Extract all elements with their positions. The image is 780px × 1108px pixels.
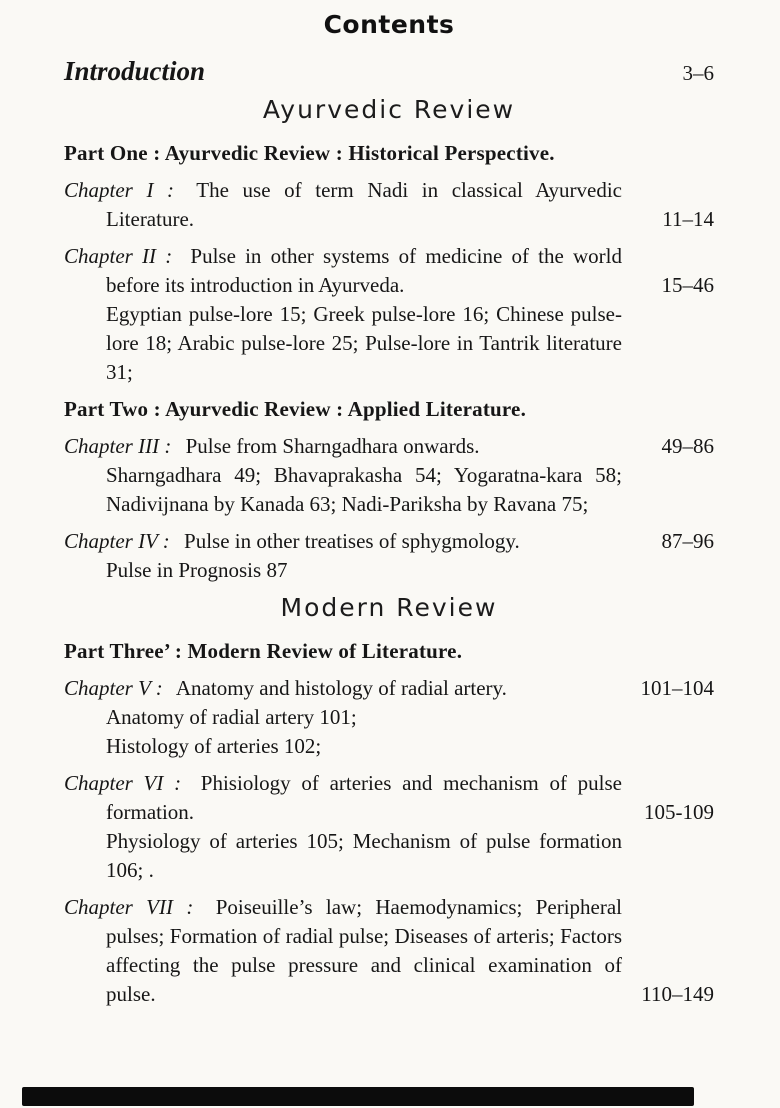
introduction-label: Introduction [64, 56, 206, 86]
chapter-6-text [64, 769, 622, 827]
introduction-pages: 3–6 [682, 61, 714, 85]
chapter-5-label: Chapter V : [64, 676, 163, 700]
chapter-1-text [64, 176, 622, 234]
chapter-6-label: Chapter VI : [64, 771, 182, 795]
chapter-5-title: Anatomy and histology of radial artery. [175, 676, 507, 700]
chapter-2-subtopics: Egyptian pulse-lore 15; Greek pulse-lore 16; Chinese pulse-lore 18; Arabic pulse-lore 25; Pulse-lore in Tantrik literature 31; [106, 302, 622, 384]
chapter-3-text [64, 432, 622, 461]
chapter-6-pages: 105-109 [644, 800, 714, 824]
toc-entry-chapter-1 [64, 176, 714, 234]
scan-artifact-bar [22, 1087, 694, 1106]
chapter-1-row [64, 176, 714, 234]
chapter-7-row [64, 893, 714, 1009]
toc-entry-chapter-7 [64, 893, 714, 1009]
chapter-5-subtopic-2: Histology of arteries 102; [106, 734, 322, 758]
chapter-2-text [64, 242, 622, 300]
chapter-6-title: Phisiology of arteries and mechanism of pulse formation. [106, 771, 622, 824]
chapter-3-label: Chapter III : [64, 434, 172, 458]
chapter-1-title: The use of term Nadi in classical Ayurvedic Literature. [106, 178, 622, 231]
toc-entry-chapter-4 [64, 527, 714, 585]
chapter-6-row [64, 769, 714, 827]
toc-entry-chapter-6 [64, 769, 714, 885]
chapter-3-title: Pulse from Sharngadhara onwards. [185, 434, 480, 458]
toc-entry-chapter-2 [64, 242, 714, 387]
chapter-6-subtopics: Physiology of arteries 105; Mechanism of pulse formation 106; . [106, 829, 622, 882]
toc-entry-chapter-5 [64, 674, 714, 761]
chapter-2-title: Pulse in other systems of medicine of the world before its introduction in Ayurveda. [106, 244, 622, 297]
toc-entry-chapter-3 [64, 432, 714, 519]
chapter-7-text [64, 893, 622, 1009]
chapter-4-text [64, 527, 622, 556]
chapter-3-pages: 49–86 [661, 434, 714, 458]
chapter-2-label: Chapter II : [64, 244, 173, 268]
chapter-2-row [64, 242, 714, 300]
part-two-heading: Part Two : Ayurvedic Review : Applied Literature. [64, 397, 527, 421]
chapter-1-label: Chapter I : [64, 178, 175, 202]
part-three-heading: Part Three’ : Modern Review of Literature. [64, 639, 463, 663]
chapter-3-subtopics: Sharngadhara 49; Bhavaprakasha 54; Yogaratna-kara 58; Nadivijnana by Kanada 63; Nadi-Pariksha by Ravana 75; [106, 463, 622, 516]
chapter-5-subtopic-1: Anatomy of radial artery 101; [106, 705, 357, 729]
section-heading-modern-review: Modern Review [280, 593, 498, 622]
chapter-4-label: Chapter IV : [64, 529, 170, 553]
section-heading-ayurvedic-review: Ayurvedic Review [262, 95, 516, 124]
chapter-5-text [64, 674, 622, 703]
page-title: Contents [323, 10, 455, 39]
chapter-4-subtopics: Pulse in Prognosis 87 [106, 558, 288, 582]
toc-entry-introduction [64, 56, 714, 87]
chapter-5-pages: 101–104 [640, 676, 714, 700]
chapter-3-row [64, 432, 714, 461]
chapter-2-pages: 15–46 [661, 273, 714, 297]
chapter-1-pages: 11–14 [662, 207, 714, 231]
chapter-4-row [64, 527, 714, 556]
chapter-7-label: Chapter VII : [64, 895, 194, 919]
chapter-7-pages: 110–149 [641, 982, 714, 1006]
chapter-5-row [64, 674, 714, 703]
part-one-heading: Part One : Ayurvedic Review : Historical Perspective. [64, 141, 555, 165]
chapter-4-pages: 87–96 [661, 529, 714, 553]
chapter-4-title: Pulse in other treatises of sphygmology. [184, 529, 520, 553]
chapter-7-title: Poiseuille’s law; Haemodynamics; Peripheral pulses; Formation of radial pulse; Diseases of arteris; Factors affecting the pulse pressure and clinical examination of pulse. [106, 895, 622, 1006]
